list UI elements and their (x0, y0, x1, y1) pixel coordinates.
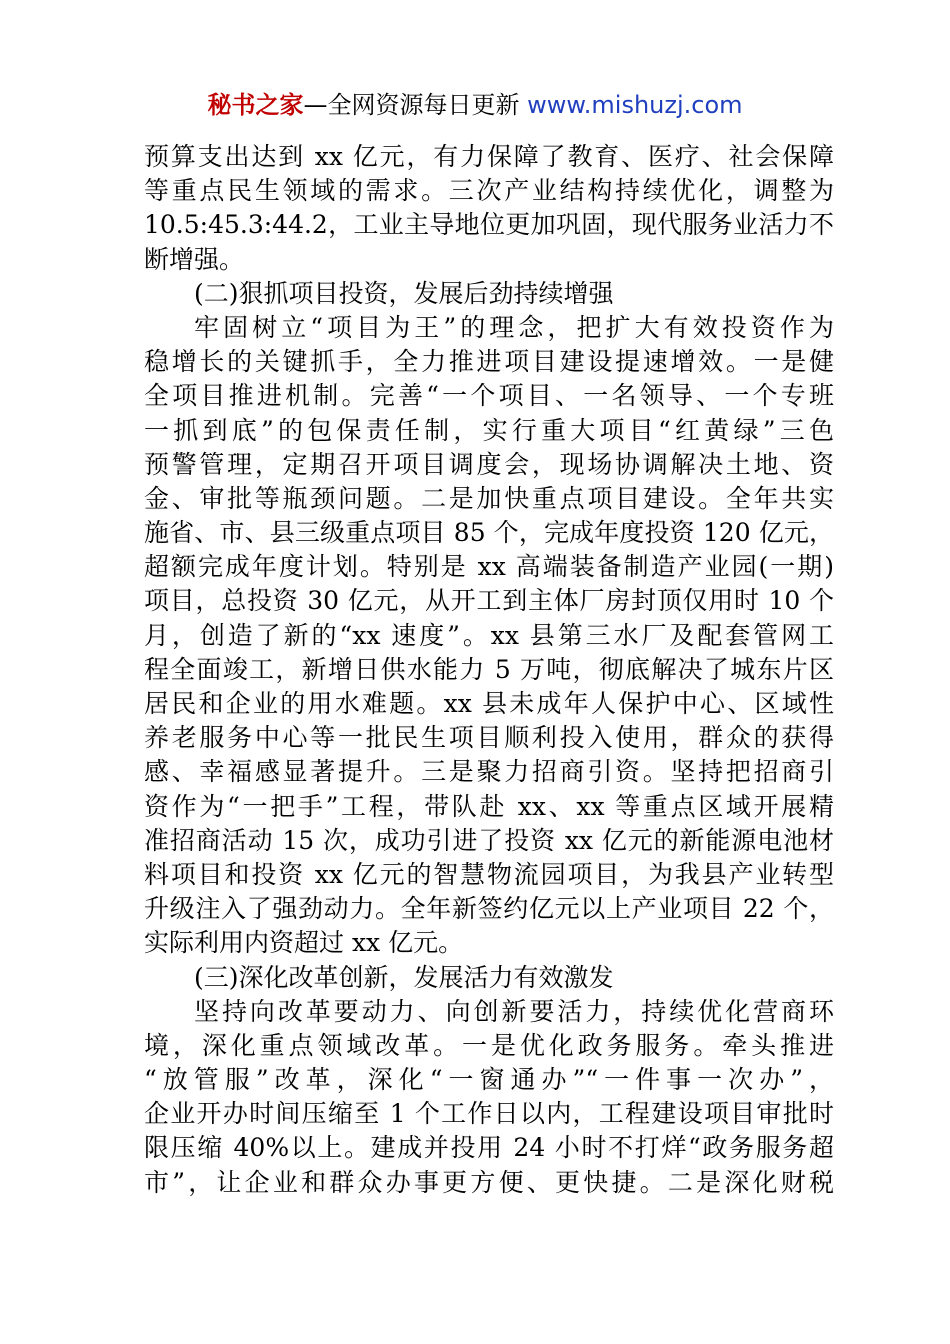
paragraph-line: 金、审批等瓶颈问题。二是加快重点项目建设。全年共实 (144, 483, 834, 513)
paragraph-line: 预算支出达到 xx 亿元，有力保障了教育、医疗、社会保障 (144, 142, 834, 171)
paragraph-line: 一抓到底”的包保责任制，实行重大项目“红黄绿”三色 (144, 415, 834, 445)
paragraph-line: 料项目和投资 xx 亿元的智慧物流园项目，为我县产业转型 (144, 859, 834, 889)
site-url-link[interactable]: www.mishuzj.com (527, 91, 743, 119)
paragraph-line: 养老服务中心等一批民生项目顺利投入使用，群众的获得 (144, 723, 834, 753)
paragraph-line: 10.5:45.3:44.2，工业主导地位更加巩固，现代服务业活力不 (144, 210, 834, 240)
site-tagline: —全网资源每日更新 (303, 91, 520, 119)
paragraph-line: “放管服”改革，深化“一窗通办”“一件事一次办”， (144, 1065, 834, 1095)
paragraph-line: 等重点民生领域的需求。三次产业结构持续优化，调整为 (144, 176, 834, 206)
paragraph-line: 断增强。 (144, 244, 245, 274)
document-body (144, 140, 834, 1200)
paragraph-line: 企业开办时间压缩至 1 个工作日以内，工程建设项目审批时 (144, 1099, 834, 1129)
paragraph-line: 牢固树立“项目为王”的理念，把扩大有效投资作为 (194, 312, 834, 342)
paragraph-line: 准招商活动 15 次，成功引进了投资 xx 亿元的新能源电池材 (144, 825, 834, 855)
paragraph-line: 限压缩 40%以上。建成并投用 24 小时不打烊“政务服务超 (144, 1133, 834, 1163)
paragraph-line: 升级注入了强劲动力。全年新签约亿元以上产业项目 22 个， (144, 894, 834, 924)
site-header (0, 88, 950, 122)
paragraph-line: 资作为“一把手”工程，带队赴 xx、xx 等重点区域开展精 (144, 791, 834, 821)
paragraph-line: 境，深化重点领域改革。一是优化政务服务。牵头推进 (144, 1030, 834, 1060)
paragraph-line: 稳增长的关键抓手，全力推进项目建设提速增效。一是健 (144, 347, 834, 377)
paragraph-line: 施省、市、县三级重点项目 85 个，完成年度投资 120 亿元， (144, 518, 834, 548)
paragraph-line: 居民和企业的用水难题。xx 县未成年人保护中心、区域性 (144, 689, 834, 718)
paragraph-line: 感、幸福感显著提升。三是聚力招商引资。坚持把招商引 (144, 757, 834, 787)
section-heading: (三)深化改革创新，发展活力有效激发 (194, 962, 614, 992)
paragraph-line: 超额完成年度计划。特别是 xx 高端装备制造产业园(一期) (144, 552, 834, 582)
paragraph-line: 程全面竣工，新增日供水能力 5 万吨，彻底解决了城东片区 (144, 654, 834, 684)
paragraph-line: 坚持向改革要动力、向创新要活力，持续优化营商环 (194, 996, 834, 1026)
paragraph-line: 实际利用内资超过 xx 亿元。 (144, 928, 464, 958)
paragraph-line: 全项目推进机制。完善“一个项目、一名领导、一个专班 (144, 381, 834, 411)
section-heading: (二)狠抓项目投资，发展后劲持续增强 (194, 278, 614, 308)
site-brand: 秘书之家 (207, 91, 304, 119)
paragraph-line: 月，创造了新的“xx 速度”。xx 县第三水厂及配套管网工 (144, 620, 834, 650)
paragraph-line: 项目，总投资 30 亿元，从开工到主体厂房封顶仅用时 10 个 (144, 586, 834, 616)
paragraph-line: 预警管理，定期召开项目调度会，现场协调解决土地、资 (144, 449, 834, 479)
paragraph-line: 市”，让企业和群众办事更方便、更快捷。二是深化财税 (144, 1167, 834, 1197)
